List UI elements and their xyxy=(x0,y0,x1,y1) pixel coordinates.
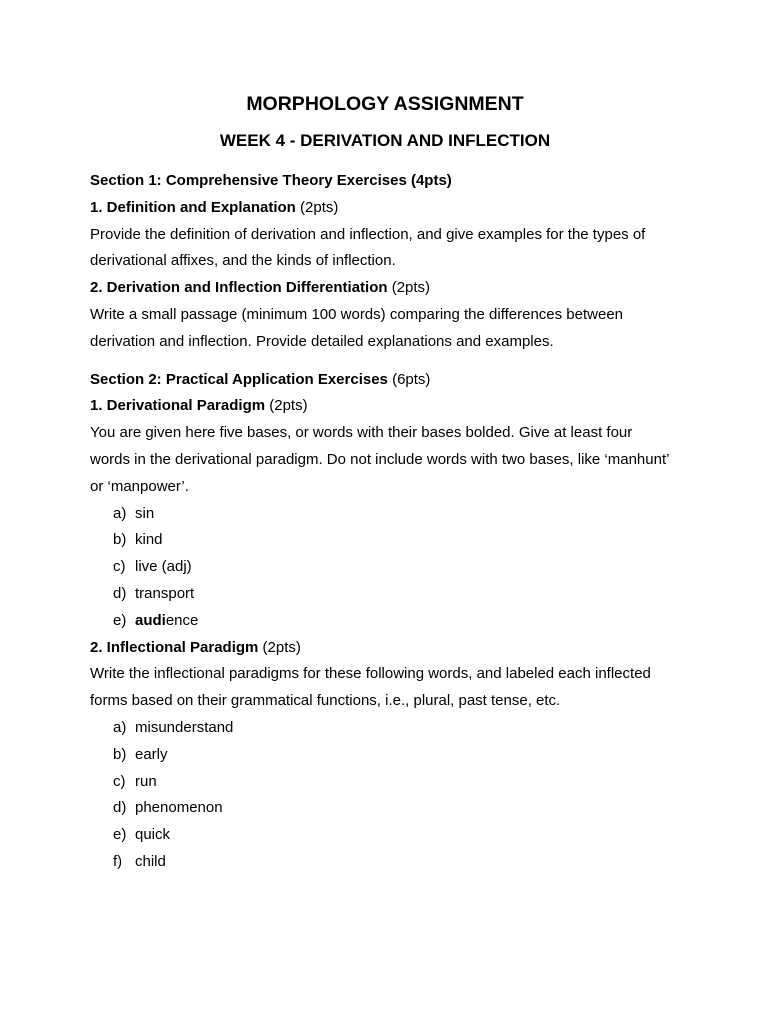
list-item-text: run xyxy=(135,772,157,790)
document-subtitle: WEEK 4 - DERIVATION AND INFLECTION xyxy=(219,131,551,150)
question-body-line: Provide the definition of derivation and inflection, and give examples for the types of xyxy=(90,225,646,243)
list-marker: e) xyxy=(113,826,127,844)
question-body-line: You are given here five bases, or words with their bases bolded. Give at least four xyxy=(90,424,633,442)
list-item-text: live (adj) xyxy=(135,558,192,576)
question-1-2-title-line xyxy=(90,275,680,302)
list-item xyxy=(90,849,680,876)
list-marker: b) xyxy=(113,531,127,549)
question-points: (2pts) xyxy=(387,279,431,297)
list-item xyxy=(90,501,680,528)
list-item xyxy=(90,581,680,608)
question-body-line: derivational affixes, and the kinds of inflection. xyxy=(90,252,396,270)
list-item xyxy=(90,822,680,849)
list-item-text: transport xyxy=(135,584,195,602)
list-marker: c) xyxy=(113,558,126,576)
list-marker: a) xyxy=(113,718,127,736)
list-item xyxy=(90,527,680,554)
document-title: MORPHOLOGY ASSIGNMENT xyxy=(246,93,524,115)
list-item xyxy=(90,769,680,796)
list-marker: d) xyxy=(113,584,127,602)
list-item-text: misunderstand xyxy=(135,718,234,736)
list-item-text-rest: ence xyxy=(165,611,199,629)
list-item-text: phenomenon xyxy=(135,799,223,817)
question-points: (2pts) xyxy=(258,638,301,656)
list-item-text: early xyxy=(135,745,168,763)
question-title: 2. Derivation and Inflection Differentiation xyxy=(90,279,388,297)
question-body-line: or ‘manpower’. xyxy=(90,477,189,495)
question-title: 1. Definition and Explanation xyxy=(90,198,296,216)
question-title: 1. Derivational Paradigm xyxy=(90,397,266,415)
list-item-text: child xyxy=(135,852,166,870)
bolded-base: audi xyxy=(135,611,166,629)
document-page xyxy=(90,90,680,876)
section-points: (6pts) xyxy=(387,370,431,388)
list-marker: a) xyxy=(113,504,127,522)
section-2-heading-line xyxy=(90,367,680,394)
derivational-word-list xyxy=(90,501,680,635)
question-body-line: forms based on their grammatical functions, i.e., plural, past tense, etc. xyxy=(90,692,561,710)
question-body-line: Write a small passage (minimum 100 words) comparing the differences between xyxy=(90,305,624,323)
question-2-2-title-line xyxy=(90,635,680,662)
question-body-line: words in the derivational paradigm. Do not include words with two bases, like ‘manhunt’ xyxy=(90,450,670,468)
question-points: (2pts) xyxy=(295,198,339,216)
list-marker: e) xyxy=(113,611,127,629)
list-item xyxy=(90,742,680,769)
list-marker: d) xyxy=(113,799,127,817)
list-marker: b) xyxy=(113,745,127,763)
inflectional-word-list xyxy=(90,715,680,876)
section-1-heading: Section 1: Comprehensive Theory Exercises (4pts) xyxy=(90,172,452,189)
question-points: (2pts) xyxy=(265,397,308,415)
list-item-text: sin xyxy=(135,504,155,522)
question-body-line: derivation and inflection. Provide detailed explanations and examples. xyxy=(90,332,554,350)
list-item xyxy=(90,715,680,742)
section-2-heading: Section 2: Practical Application Exercises xyxy=(90,370,388,388)
section-1 xyxy=(90,168,680,356)
list-item-text: quick xyxy=(135,826,171,844)
list-item xyxy=(90,795,680,822)
list-marker: c) xyxy=(113,772,126,790)
list-item xyxy=(90,608,680,635)
section-2 xyxy=(90,367,680,876)
question-2-1-title-line xyxy=(90,393,680,420)
question-1-1-title-line xyxy=(90,195,680,222)
question-title: 2. Inflectional Paradigm xyxy=(90,638,259,656)
list-marker: f) xyxy=(113,852,123,870)
list-item-text: kind xyxy=(135,531,163,549)
question-body-line: Write the inflectional paradigms for these following words, and labeled each inflected xyxy=(90,665,651,683)
list-item xyxy=(90,554,680,581)
